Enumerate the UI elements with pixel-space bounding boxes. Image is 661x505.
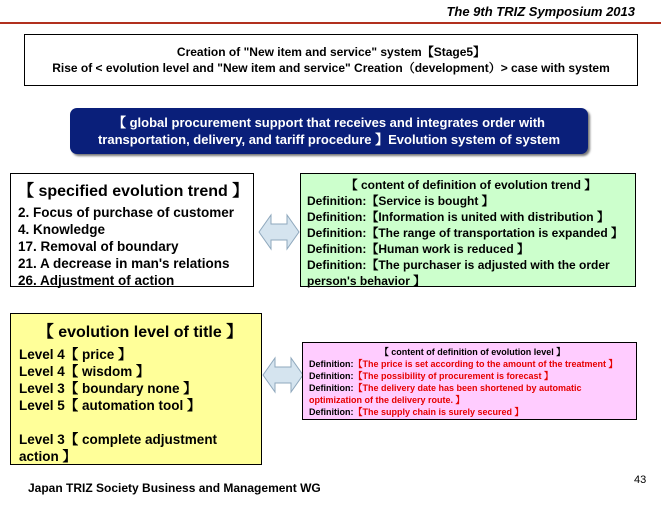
banner-line-1: 【 global procurement support that receives and integrates order with: [113, 115, 545, 130]
trend-definition-box: [300, 173, 636, 287]
banner-line-2: transportation, delivery, and tariff procedure 】Evolution system of system: [97, 132, 561, 147]
level-definition-item: [309, 358, 636, 370]
trend-definition-item: Definition:【Human work is reduced 】: [307, 242, 530, 256]
level-definition-item: [309, 382, 636, 406]
trend-item: 26. Adjustment of action: [18, 273, 175, 288]
header-divider: [0, 22, 661, 24]
definition-label: Definition:: [309, 407, 354, 417]
level-definition-item: [309, 406, 636, 418]
level-definition-box: [302, 342, 637, 420]
system-banner: [70, 108, 588, 154]
definition-label: Definition:: [309, 383, 354, 393]
definition-text: 【The supply chain is surely secured 】: [353, 407, 524, 417]
intro-line-2: Rise of < evolution level and "New item and service" Creation（development）> case with system: [52, 61, 610, 75]
definition-label: Definition:: [309, 371, 354, 381]
evolution-trend-box: [10, 173, 254, 287]
trend-definition-item: Definition:【The purchaser is adjusted with the order person's behavior 】: [307, 258, 610, 288]
trend-definition-item: Definition:【The range of transportation is expanded 】: [307, 226, 624, 240]
trend-definition-title: 【 content of definition of evolution trend 】: [345, 178, 597, 192]
evolution-trend-title: 【 specified evolution trend 】: [18, 183, 249, 200]
level-item: Level 5【 automation tool 】: [19, 398, 201, 413]
page-number: 43: [634, 474, 647, 486]
definition-text: 【The delivery date has been shortened by automatic optimization of the delivery route. 】: [309, 383, 582, 405]
trend-item: 2. Focus of purchase of customer: [18, 205, 235, 220]
trend-item: 21. A decrease in man's relations: [18, 256, 230, 271]
level-item: Level 4【 price 】: [19, 347, 132, 362]
level-definition-title: 【 content of definition of evolution level 】: [379, 347, 566, 357]
level-item: Level 4【 wisdom 】: [19, 364, 150, 379]
trend-definition-item: Definition:【Service is bought 】: [307, 194, 494, 208]
trend-item: 17. Removal of boundary: [18, 239, 179, 254]
double-arrow-icon: [262, 355, 304, 395]
intro-line-1: Creation of "New item and service" system【Stage5】: [176, 45, 486, 59]
footer-organization: Japan TRIZ Society Business and Management WG: [28, 481, 321, 495]
trend-definition-item: Definition:【Information is united with distribution 】: [307, 210, 609, 224]
evolution-level-box: [10, 313, 262, 465]
level-item: Level 3【 complete adjustment action 】: [19, 432, 218, 464]
evolution-level-title: 【 evolution level of title 】: [37, 324, 243, 341]
double-arrow-icon: [258, 212, 300, 252]
trend-item: 4. Knowledge: [18, 222, 106, 237]
definition-label: Definition:: [309, 359, 354, 369]
symposium-title: The 9th TRIZ Symposium 2013: [446, 4, 635, 19]
definition-text: 【The price is set according to the amount of the treatment 】: [353, 359, 618, 369]
level-definition-item: [309, 370, 636, 382]
definition-text: 【The possibility of procurement is forecast 】: [353, 371, 554, 381]
intro-box: [24, 34, 638, 86]
level-item: Level 3【 boundary none 】: [19, 381, 197, 396]
